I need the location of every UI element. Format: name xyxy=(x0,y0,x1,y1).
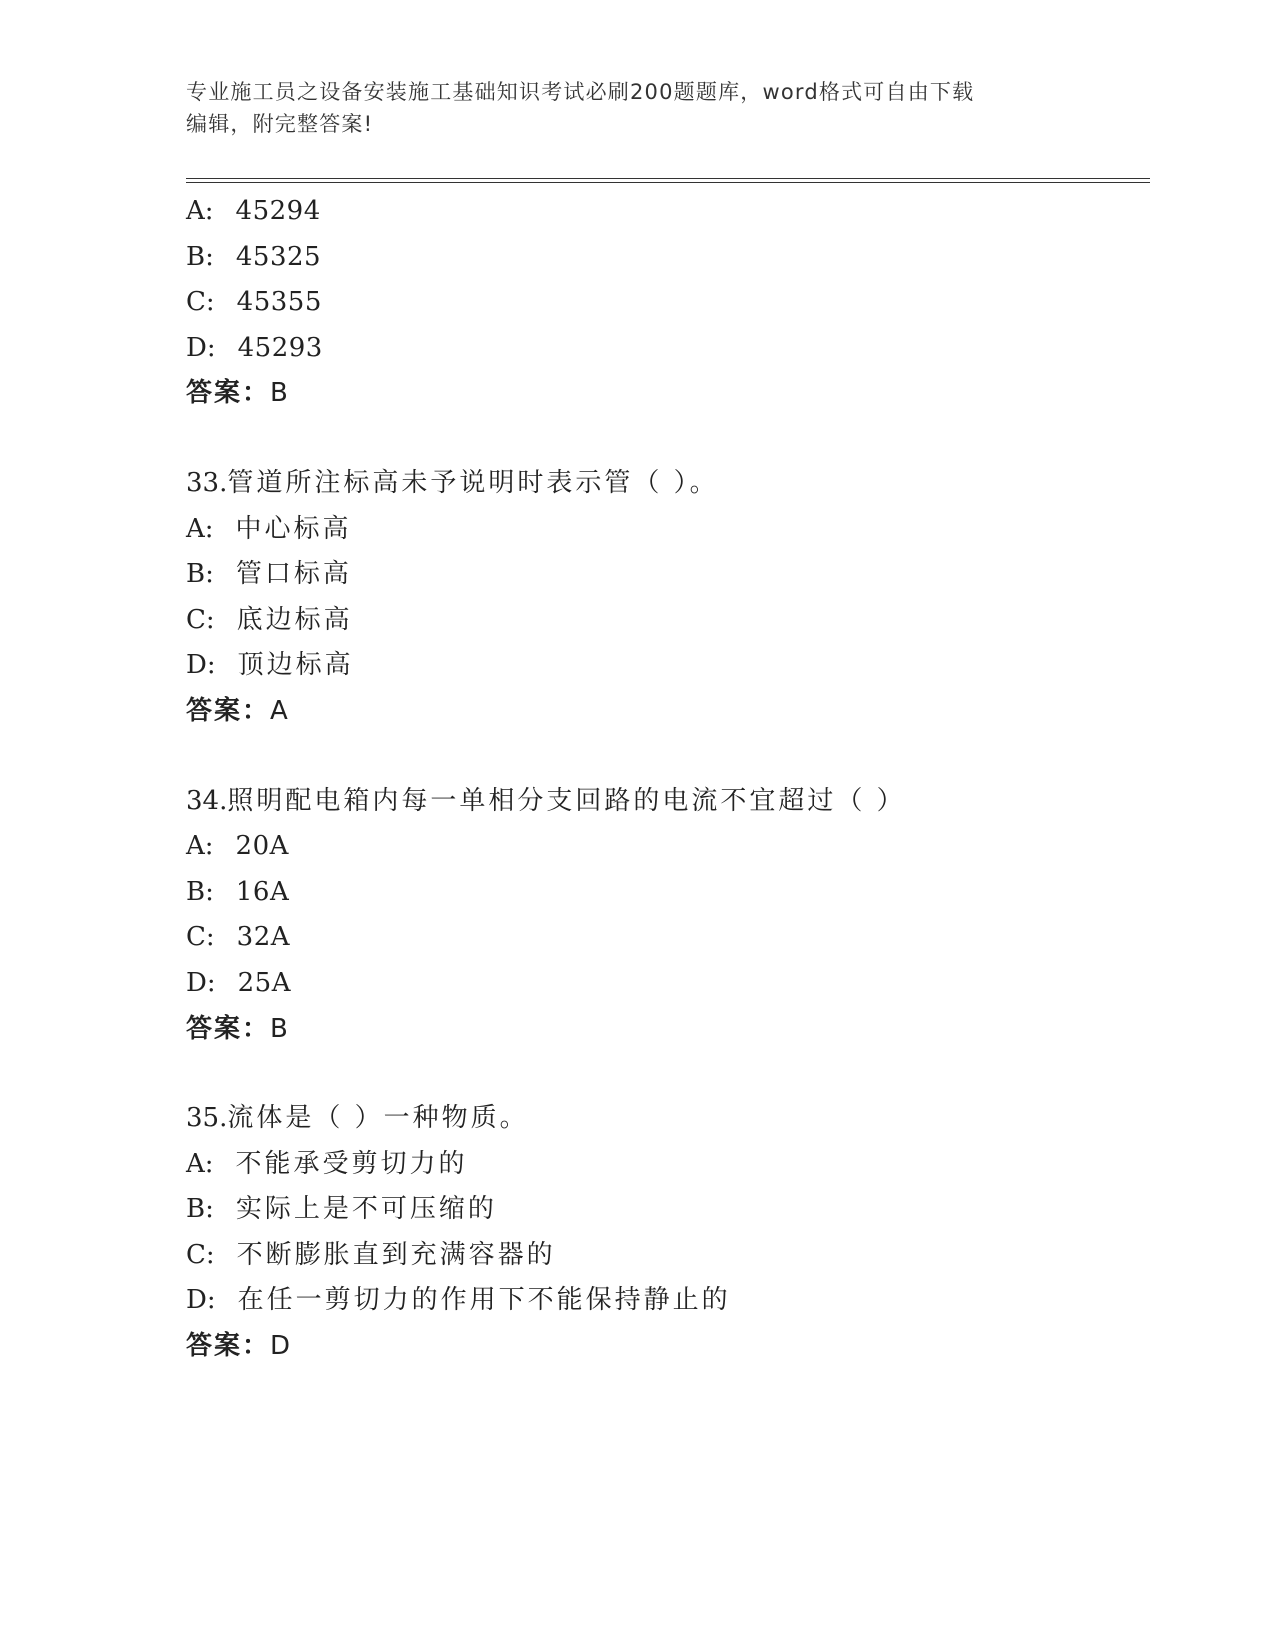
answer-value: A xyxy=(270,695,288,726)
option-text: 45355 xyxy=(236,287,322,318)
option-text: 不断膨胀直到充满容器的 xyxy=(236,1239,556,1270)
option-letter: D: xyxy=(186,1285,216,1316)
option-text: 实际上是不可压缩的 xyxy=(235,1194,497,1225)
header-title-line-2: 编辑，附完整答案! xyxy=(186,112,374,136)
option-a xyxy=(186,507,1150,553)
question-block-35 xyxy=(186,1096,1150,1370)
option-letter: C: xyxy=(186,1239,215,1270)
document-header xyxy=(186,76,1086,140)
question-block-34 xyxy=(186,779,1150,1053)
question-stem xyxy=(186,461,1150,507)
question-block-prev xyxy=(186,189,1150,417)
option-letter: C: xyxy=(186,287,215,318)
option-b xyxy=(186,870,1150,916)
option-d xyxy=(186,1278,1150,1324)
option-b xyxy=(186,552,1150,598)
option-letter: B: xyxy=(186,876,214,907)
option-letter: C: xyxy=(186,604,215,635)
option-text: 不能承受剪切力的 xyxy=(235,1148,468,1179)
question-number: 33. xyxy=(186,467,228,498)
option-text: 管口标高 xyxy=(235,559,352,590)
option-letter: D: xyxy=(186,650,216,681)
header-title-line-1: 专业施工员之设备安装施工基础知识考试必刷200题题库，word格式可自由下载 xyxy=(186,80,975,104)
option-text: 25A xyxy=(237,967,291,998)
option-d xyxy=(186,961,1150,1007)
answer-label: 答案： xyxy=(186,1013,271,1044)
question-number: 35. xyxy=(186,1103,228,1134)
option-b xyxy=(186,1187,1150,1233)
option-text: 中心标高 xyxy=(235,513,352,544)
option-letter: A: xyxy=(186,1148,214,1179)
answer-label: 答案： xyxy=(186,1331,271,1362)
option-text: 45325 xyxy=(235,241,322,272)
option-text: 20A xyxy=(235,831,289,862)
option-text: 底边标高 xyxy=(236,604,353,635)
option-text: 45293 xyxy=(237,332,323,363)
option-letter: A: xyxy=(186,513,214,544)
question-block-33 xyxy=(186,461,1150,735)
question-stem xyxy=(186,779,1150,825)
answer-value: B xyxy=(270,378,288,409)
question-stem xyxy=(186,1096,1150,1142)
answer-value: D xyxy=(270,1331,291,1362)
option-letter: A: xyxy=(186,831,214,862)
answer-line xyxy=(186,689,1150,735)
option-a xyxy=(186,1142,1150,1188)
option-text: 在任一剪切力的作用下不能保持静止的 xyxy=(237,1285,731,1316)
question-text: 照明配电箱内每一单相分支回路的电流不宜超过（ ） xyxy=(227,785,906,816)
option-letter: B: xyxy=(186,241,214,272)
answer-line xyxy=(186,371,1150,417)
option-letter: B: xyxy=(186,559,214,590)
option-letter: D: xyxy=(186,967,216,998)
question-text: 管道所注标高未予说明时表示管（ ）。 xyxy=(227,467,719,498)
option-c xyxy=(186,1233,1150,1279)
option-text: 45294 xyxy=(235,196,321,226)
answer-line xyxy=(186,1324,1150,1370)
option-d xyxy=(186,326,1150,372)
option-c xyxy=(186,280,1150,326)
question-number: 34. xyxy=(186,785,228,816)
answer-label: 答案： xyxy=(186,378,271,409)
option-letter: B: xyxy=(186,1194,214,1225)
option-b xyxy=(186,235,1150,281)
question-list xyxy=(186,189,1150,1370)
option-letter: C: xyxy=(186,922,215,953)
option-text: 顶边标高 xyxy=(237,650,354,681)
option-text: 16A xyxy=(235,876,290,907)
option-a xyxy=(186,824,1150,870)
option-text: 32A xyxy=(236,922,291,953)
option-d xyxy=(186,643,1150,689)
header-double-rule xyxy=(186,178,1150,183)
answer-line xyxy=(186,1007,1150,1053)
option-letter: A: xyxy=(186,196,214,226)
question-text: 流体是（ ）一种物质。 xyxy=(227,1103,529,1134)
answer-label: 答案： xyxy=(186,695,271,726)
option-c xyxy=(186,915,1150,961)
answer-value: B xyxy=(270,1013,288,1044)
option-letter: D: xyxy=(186,332,216,363)
option-c xyxy=(186,598,1150,644)
option-a xyxy=(186,189,1150,235)
